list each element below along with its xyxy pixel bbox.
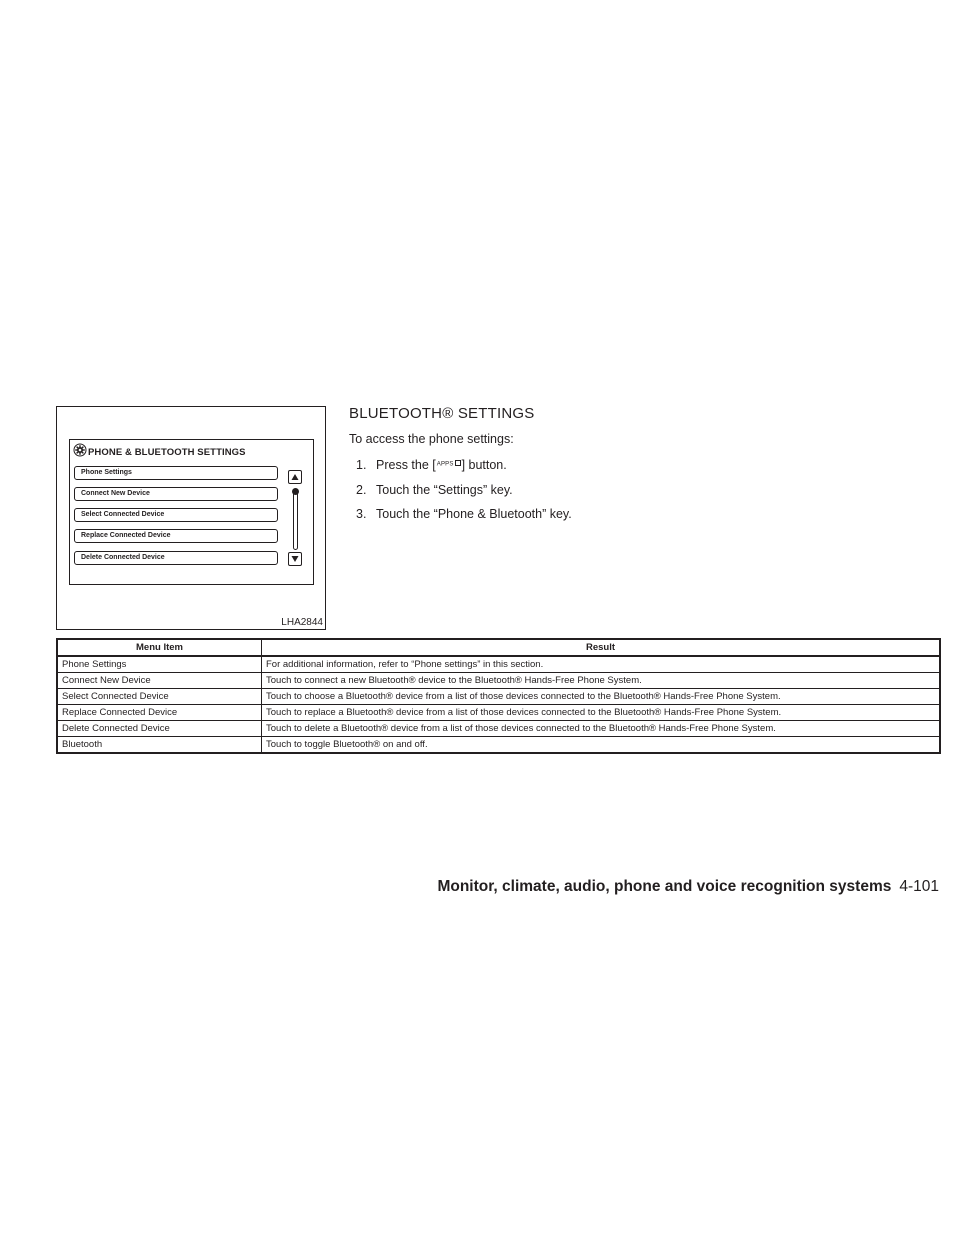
table-row	[57, 721, 940, 737]
page-footer	[437, 878, 939, 896]
delete-connected-device-button[interactable]: Delete Connected Device	[74, 551, 278, 565]
step-number: 1.	[356, 458, 367, 472]
result-cell: Touch to toggle Bluetooth® on and off.	[262, 737, 941, 754]
section-heading: BLUETOOTH® SETTINGS	[349, 405, 535, 422]
apps-key-label: APPS	[436, 461, 454, 468]
menu-item-cell: Connect New Device	[57, 673, 262, 689]
step-number: 3.	[356, 507, 367, 521]
table-row	[57, 656, 940, 673]
step-text: ] button.	[461, 458, 507, 472]
step-1	[356, 458, 507, 472]
step-text: Touch the “Phone & Bluetooth” key.	[376, 507, 572, 521]
result-cell: Touch to delete a Bluetooth® device from a list of those devices connected to the Bluetooth® Hands-Free Phone System.	[262, 721, 941, 737]
step-number: 2.	[356, 483, 367, 497]
apps-key-icon	[437, 461, 461, 468]
scroll-up-button[interactable]	[288, 470, 302, 484]
step-3	[356, 507, 572, 521]
step-2	[356, 483, 513, 497]
settings-screen	[69, 439, 314, 585]
gear-icon	[73, 443, 87, 457]
result-cell: Touch to replace a Bluetooth® device from a list of those devices connected to the Bluetooth® Hands-Free Phone System.	[262, 705, 941, 721]
menu-item-cell: Replace Connected Device	[57, 705, 262, 721]
screen-illustration	[56, 406, 326, 630]
result-cell: Touch to choose a Bluetooth® device from a list of those devices connected to the Bluetooth® Hands-Free Phone System.	[262, 689, 941, 705]
scrollbar-thumb[interactable]	[292, 488, 299, 495]
table-row	[57, 737, 940, 754]
table-row	[57, 689, 940, 705]
column-header-result: Result	[262, 639, 941, 656]
arrow-up-icon	[291, 473, 299, 481]
figure-code: LHA2844	[281, 617, 323, 628]
menu-item-cell: Delete Connected Device	[57, 721, 262, 737]
result-cell: Touch to connect a new Bluetooth® device to the Bluetooth® Hands-Free Phone System.	[262, 673, 941, 689]
scroll-down-button[interactable]	[288, 552, 302, 566]
step-text: Press the [	[376, 458, 436, 472]
scrollbar-track[interactable]	[293, 492, 298, 550]
connect-new-device-button[interactable]: Connect New Device	[74, 487, 278, 501]
step-text: Touch the “Settings” key.	[376, 483, 513, 497]
menu-item-cell: Bluetooth	[57, 737, 262, 754]
page-number: 4-101	[899, 878, 939, 895]
result-cell: For additional information, refer to “Phone settings” in this section.	[262, 656, 941, 673]
menu-result-table	[56, 638, 941, 754]
table-row	[57, 673, 940, 689]
select-connected-device-button[interactable]: Select Connected Device	[74, 508, 278, 522]
arrow-down-icon	[291, 555, 299, 563]
replace-connected-device-button[interactable]: Replace Connected Device	[74, 529, 278, 543]
table-header-row	[57, 639, 940, 656]
column-header-menu-item: Menu Item	[57, 639, 262, 656]
menu-item-cell: Phone Settings	[57, 656, 262, 673]
screen-title: PHONE & BLUETOOTH SETTINGS	[88, 447, 246, 458]
phone-settings-button[interactable]: Phone Settings	[74, 466, 278, 480]
footer-section-title: Monitor, climate, audio, phone and voice recognition systems	[437, 878, 892, 895]
table-row	[57, 705, 940, 721]
menu-item-cell: Select Connected Device	[57, 689, 262, 705]
apps-key-box-icon	[455, 460, 461, 466]
section-intro: To access the phone settings:	[349, 432, 514, 446]
